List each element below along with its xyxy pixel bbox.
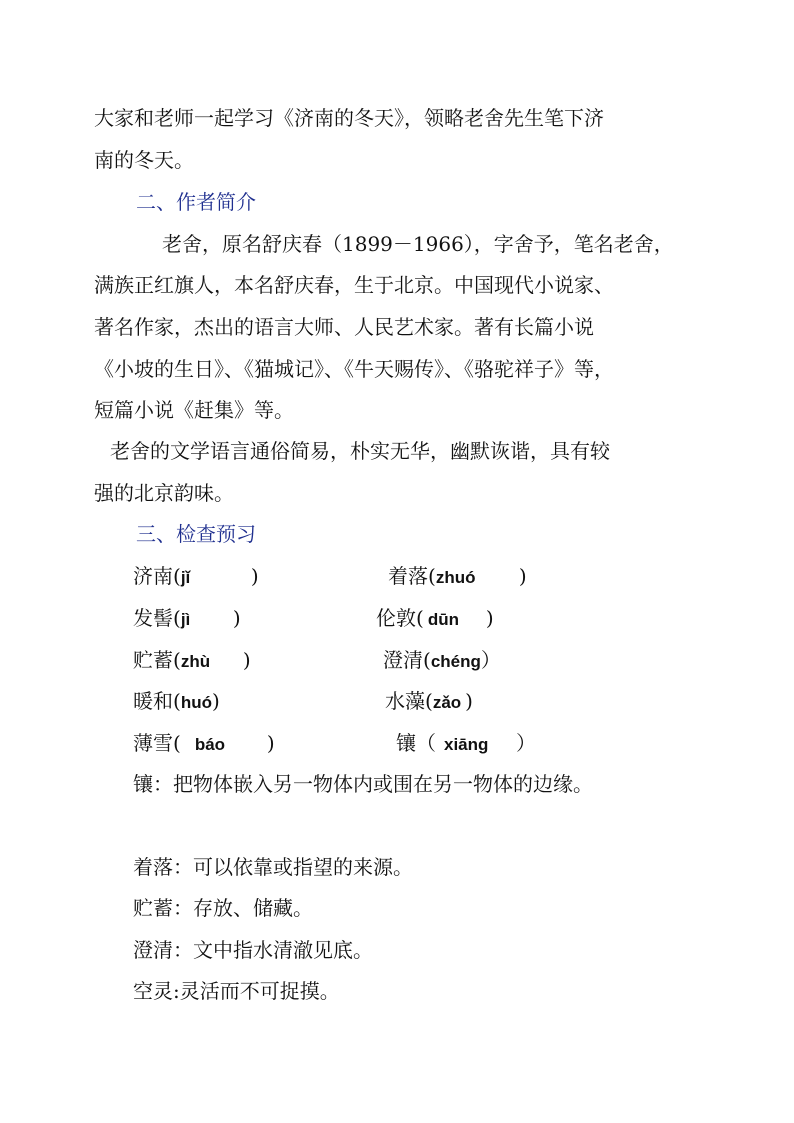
vocab-pinyin: chéng bbox=[430, 652, 481, 671]
vocab-close: ) bbox=[242, 648, 251, 672]
author-paragraph-line-4: 《小坡的生日》、《猫城记》、《牛天赐传》、《骆驼祥子》等， bbox=[94, 357, 614, 381]
vocab-pinyin: zǎo bbox=[432, 693, 462, 712]
vocab-item bbox=[376, 604, 494, 634]
section-heading-author: 二、作者简介 bbox=[136, 190, 256, 214]
intro-line-1: 大家和老师一起学习《济南的冬天》，领略老舍先生笔下济 bbox=[94, 106, 604, 130]
vocab-pinyin: báo bbox=[194, 735, 226, 754]
definition-line: 着落：可以依靠或指望的来源。 bbox=[133, 855, 413, 879]
vocab-pinyin: zhuó bbox=[435, 568, 476, 587]
vocab-close: ） bbox=[516, 731, 536, 755]
style-paragraph-line-1: 老舍的文学语言通俗简易，朴实无华，幽默诙谐，具有较 bbox=[110, 439, 610, 463]
vocab-pinyin: huó bbox=[180, 693, 212, 712]
vocab-word: 澄清( bbox=[383, 648, 431, 672]
vocab-item bbox=[383, 646, 501, 676]
vocab-word: 镶（ bbox=[396, 731, 436, 755]
vocab-close: ) bbox=[266, 731, 275, 755]
vocab-word: 薄雪( bbox=[133, 731, 181, 755]
vocab-item bbox=[133, 687, 220, 717]
author-paragraph-line-5: 短篇小说《赶集》等。 bbox=[94, 398, 294, 422]
definition-line: 空灵:灵活而不可捉摸。 bbox=[133, 979, 340, 1003]
vocab-word: 济南( bbox=[133, 564, 181, 588]
vocab-close: ) bbox=[211, 689, 220, 713]
definition-line: 镶：把物体嵌入另一物体内或围在另一物体的边缘。 bbox=[133, 772, 593, 796]
definition-line: 贮蓄：存放、储藏。 bbox=[133, 896, 313, 920]
vocab-close: ） bbox=[480, 648, 501, 672]
definition-line: 澄清：文中指水清澈见底。 bbox=[133, 938, 373, 962]
intro-line-2: 南的冬天。 bbox=[94, 148, 194, 172]
vocab-close: ) bbox=[250, 564, 259, 588]
vocab-pinyin: zhù bbox=[180, 652, 211, 671]
author-paragraph-line-2: 满族正红旗人，本名舒庆春，生于北京。中国现代小说家、 bbox=[94, 273, 614, 297]
vocab-item bbox=[133, 562, 259, 592]
section-heading-preview: 三、检查预习 bbox=[136, 522, 256, 546]
vocab-close: ) bbox=[465, 689, 473, 713]
style-paragraph-line-2: 强的北京韵味。 bbox=[94, 481, 234, 505]
vocab-word: 水藻( bbox=[385, 689, 433, 713]
vocab-word: 贮蓄( bbox=[133, 648, 181, 672]
author-paragraph-line-1: 老舍，原名舒庆春（1899－1966），字舍予，笔名老舍， bbox=[162, 232, 674, 256]
vocab-item bbox=[133, 646, 251, 676]
vocab-word: 着落( bbox=[388, 564, 436, 588]
vocab-pinyin: jǐ bbox=[180, 568, 191, 587]
vocab-close: ) bbox=[232, 606, 241, 630]
vocab-close: ) bbox=[485, 606, 494, 630]
vocab-item bbox=[385, 687, 473, 717]
vocab-word: 暖和( bbox=[133, 689, 181, 713]
author-paragraph-line-3: 著名作家，杰出的语言大师、人民艺术家。著有长篇小说 bbox=[94, 315, 594, 339]
vocab-pinyin: dūn bbox=[427, 610, 459, 629]
vocab-item bbox=[133, 604, 241, 634]
vocab-word: 伦敦( bbox=[376, 606, 424, 630]
vocab-item bbox=[396, 729, 536, 759]
vocab-pinyin: jì bbox=[180, 610, 191, 629]
vocab-word: 发髻( bbox=[133, 606, 181, 630]
vocab-pinyin: xiāng bbox=[444, 735, 489, 754]
vocab-item bbox=[133, 729, 275, 759]
vocab-close: ) bbox=[518, 564, 527, 588]
vocab-item bbox=[388, 562, 527, 592]
